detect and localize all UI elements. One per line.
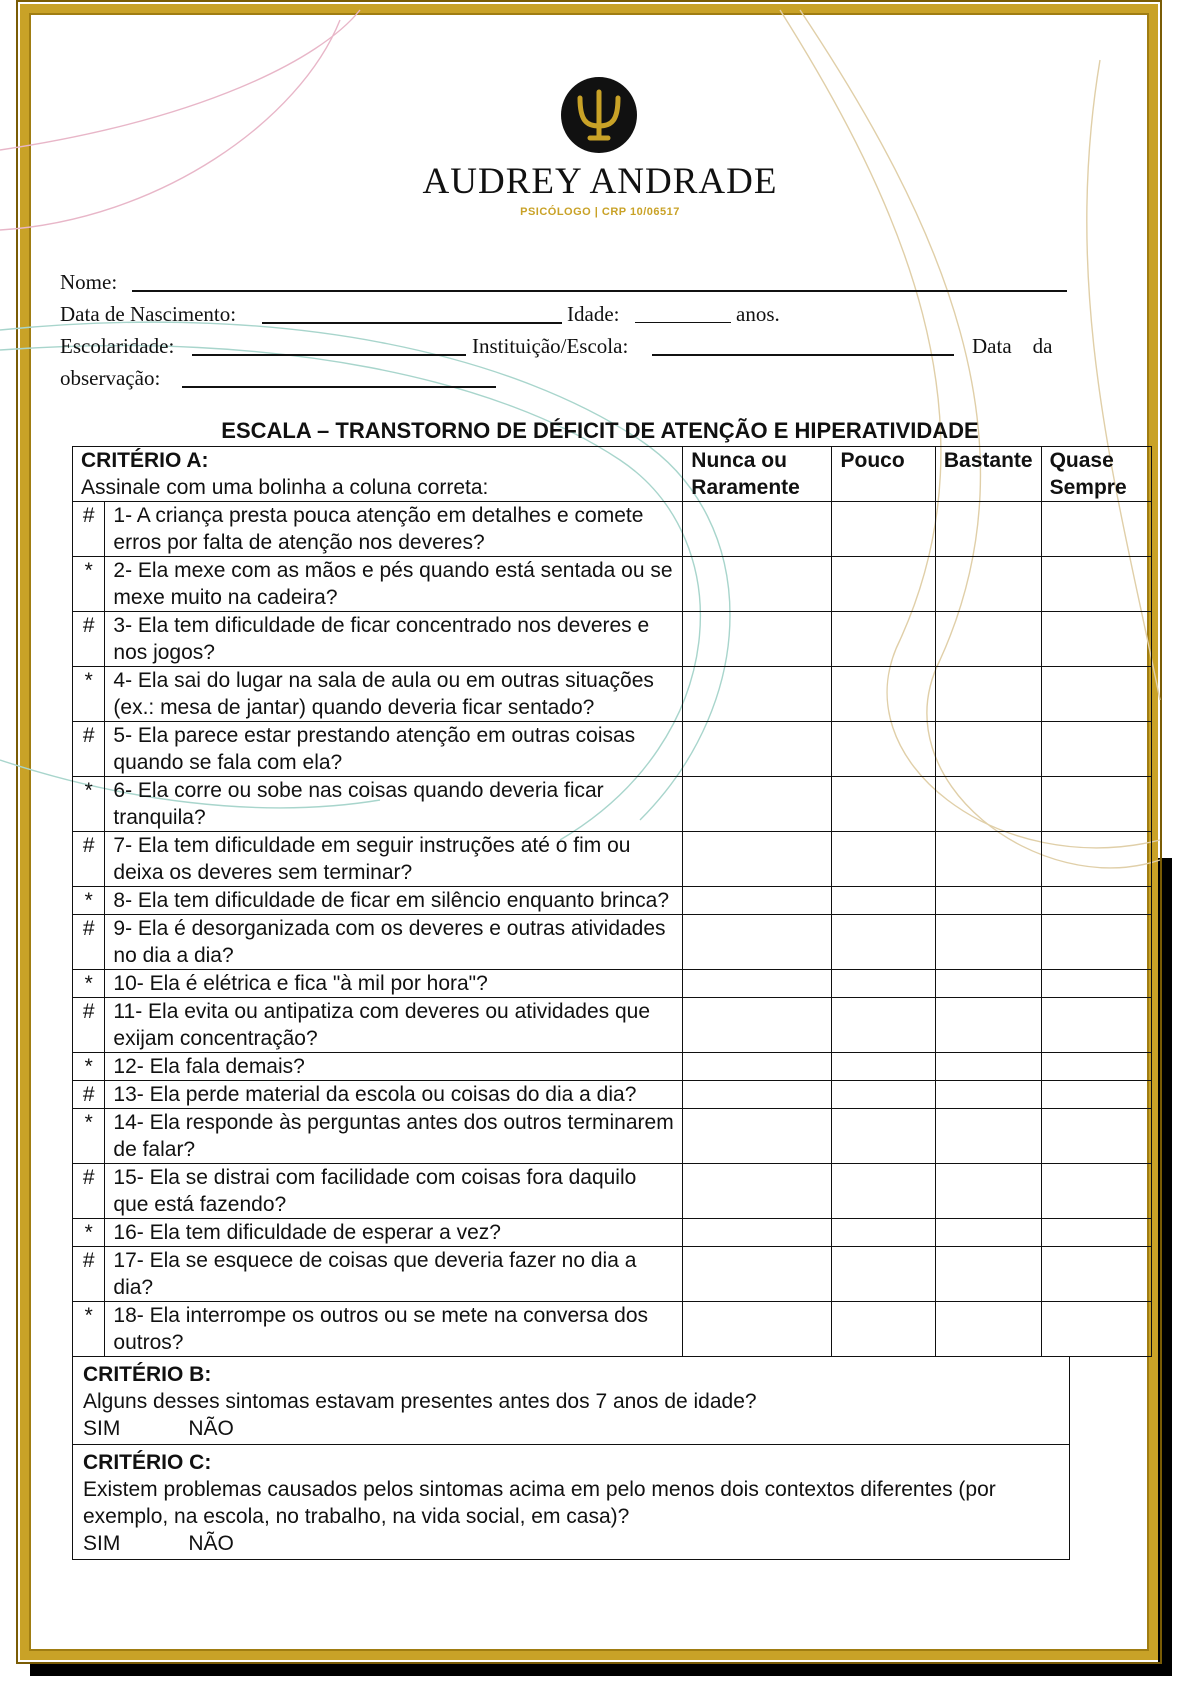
criterion-c-no[interactable]: NÃO bbox=[188, 1532, 234, 1555]
birth-date-field[interactable] bbox=[262, 322, 562, 324]
brand-name: AUDREY ANDRADE bbox=[422, 161, 778, 202]
answer-cell-much[interactable] bbox=[935, 612, 1041, 667]
item-question: 3- Ela tem dificuldade de ficar concentrado nos deveres e nos jogos? bbox=[105, 612, 683, 667]
answer-cell-never[interactable] bbox=[683, 915, 832, 970]
answer-cell-little[interactable] bbox=[832, 887, 935, 915]
answer-cell-little[interactable] bbox=[832, 722, 935, 777]
answer-cell-never[interactable] bbox=[683, 777, 832, 832]
item-mark: * bbox=[73, 557, 105, 612]
column-header-never: Nunca ou Raramente bbox=[683, 447, 832, 502]
column-header-much: Bastante bbox=[935, 447, 1041, 502]
criterion-c-row bbox=[73, 1445, 1070, 1560]
criterion-c-cell bbox=[73, 1445, 1070, 1560]
age-label: Idade: bbox=[567, 302, 620, 326]
answer-cell-never[interactable] bbox=[683, 502, 832, 557]
answer-cell-much[interactable] bbox=[935, 722, 1041, 777]
observation-date-field[interactable] bbox=[182, 386, 496, 388]
scale-item-row bbox=[73, 777, 1152, 832]
institution-field[interactable] bbox=[652, 354, 954, 356]
answer-cell-almost-always[interactable] bbox=[1041, 777, 1151, 832]
scale-item-row bbox=[73, 1164, 1152, 1219]
criterion-a-header-row bbox=[73, 447, 1152, 502]
answer-cell-never[interactable] bbox=[683, 722, 832, 777]
answer-cell-much[interactable] bbox=[935, 1164, 1041, 1219]
answer-cell-almost-always[interactable] bbox=[1041, 1302, 1151, 1357]
scale-item-row bbox=[73, 1109, 1152, 1164]
item-mark: # bbox=[73, 722, 105, 777]
answer-cell-never[interactable] bbox=[683, 667, 832, 722]
item-mark: # bbox=[73, 612, 105, 667]
school-level-label: Escolaridade: bbox=[60, 334, 175, 358]
item-mark: * bbox=[73, 777, 105, 832]
scale-item-row bbox=[73, 887, 1152, 915]
answer-cell-little[interactable] bbox=[832, 612, 935, 667]
answer-cell-much[interactable] bbox=[935, 1081, 1041, 1109]
scale-item-row bbox=[73, 970, 1152, 998]
scale-item-row bbox=[73, 1081, 1152, 1109]
name-label: Nome: bbox=[60, 270, 118, 294]
item-mark: * bbox=[73, 1109, 105, 1164]
answer-cell-much[interactable] bbox=[935, 970, 1041, 998]
answer-cell-never[interactable] bbox=[683, 1109, 832, 1164]
criterion-b-options bbox=[83, 1415, 1059, 1442]
item-mark: # bbox=[73, 832, 105, 887]
item-question: 2- Ela mexe com as mãos e pés quando está sentada ou se mexe muito na cadeira? bbox=[105, 557, 683, 612]
criterion-c-yes[interactable]: SIM bbox=[83, 1532, 121, 1555]
answer-cell-little[interactable] bbox=[832, 1081, 935, 1109]
item-question: 5- Ela parece estar prestando atenção em outras coisas quando se fala com ela? bbox=[105, 722, 683, 777]
school-level-field[interactable] bbox=[192, 354, 466, 356]
answer-cell-never[interactable] bbox=[683, 557, 832, 612]
answer-cell-almost-always[interactable] bbox=[1041, 970, 1151, 998]
item-question: 10- Ela é elétrica e fica "à mil por hora"? bbox=[105, 970, 683, 998]
answer-cell-little[interactable] bbox=[832, 1219, 935, 1247]
answer-cell-almost-always[interactable] bbox=[1041, 1109, 1151, 1164]
answer-cell-much[interactable] bbox=[935, 998, 1041, 1053]
item-question: 6- Ela corre ou sobe nas coisas quando deveria ficar tranquila? bbox=[105, 777, 683, 832]
item-question: 15- Ela se distrai com facilidade com coisas fora daquilo que está fazendo? bbox=[105, 1164, 683, 1219]
answer-cell-almost-always[interactable] bbox=[1041, 612, 1151, 667]
criterion-a-label: CRITÉRIO A: bbox=[81, 449, 209, 472]
scale-item-row bbox=[73, 1302, 1152, 1357]
answer-cell-little[interactable] bbox=[832, 1053, 935, 1081]
scale-item-row bbox=[73, 1053, 1152, 1081]
answer-cell-almost-always[interactable] bbox=[1041, 502, 1151, 557]
item-question: 8- Ela tem dificuldade de ficar em silêncio enquanto brinca? bbox=[105, 887, 683, 915]
answer-cell-never[interactable] bbox=[683, 1164, 832, 1219]
observation-label: observação: bbox=[60, 366, 161, 390]
answer-cell-little[interactable] bbox=[832, 1164, 935, 1219]
answer-cell-never[interactable] bbox=[683, 1081, 832, 1109]
answer-cell-never[interactable] bbox=[683, 1247, 832, 1302]
answer-cell-much[interactable] bbox=[935, 777, 1041, 832]
item-mark: # bbox=[73, 915, 105, 970]
item-question: 18- Ela interrompe os outros ou se mete na conversa dos outros? bbox=[105, 1302, 683, 1357]
answer-cell-almost-always[interactable] bbox=[1041, 915, 1151, 970]
item-mark: * bbox=[73, 1302, 105, 1357]
column-header-little: Pouco bbox=[832, 447, 935, 502]
answer-cell-little[interactable] bbox=[832, 970, 935, 998]
answer-cell-little[interactable] bbox=[832, 557, 935, 612]
answer-cell-almost-always[interactable] bbox=[1041, 722, 1151, 777]
answer-cell-much[interactable] bbox=[935, 667, 1041, 722]
answer-cell-never[interactable] bbox=[683, 1302, 832, 1357]
institution-label: Instituição/Escola: bbox=[472, 334, 629, 358]
answer-cell-much[interactable] bbox=[935, 1053, 1041, 1081]
criterion-b-label: CRITÉRIO B: bbox=[83, 1363, 212, 1386]
criterion-b-question: Alguns desses sintomas estavam presentes antes dos 7 anos de idade? bbox=[83, 1390, 757, 1413]
criterion-a-header bbox=[73, 447, 683, 502]
item-mark: # bbox=[73, 1081, 105, 1109]
criterion-b-yes[interactable]: SIM bbox=[83, 1417, 121, 1440]
psi-logo-icon bbox=[560, 76, 638, 154]
answer-cell-much[interactable] bbox=[935, 1219, 1041, 1247]
answer-cell-almost-always[interactable] bbox=[1041, 887, 1151, 915]
item-question: 9- Ela é desorganizada com os deveres e outras atividades no dia a dia? bbox=[105, 915, 683, 970]
answer-cell-never[interactable] bbox=[683, 612, 832, 667]
answer-cell-almost-always[interactable] bbox=[1041, 1081, 1151, 1109]
answer-cell-almost-always[interactable] bbox=[1041, 832, 1151, 887]
scale-item-row bbox=[73, 1247, 1152, 1302]
answer-cell-almost-always[interactable] bbox=[1041, 1219, 1151, 1247]
answer-cell-almost-always[interactable] bbox=[1041, 1164, 1151, 1219]
answer-cell-much[interactable] bbox=[935, 887, 1041, 915]
item-question: 17- Ela se esquece de coisas que deveria fazer no dia a dia? bbox=[105, 1247, 683, 1302]
answer-cell-little[interactable] bbox=[832, 915, 935, 970]
name-field[interactable] bbox=[132, 290, 1067, 292]
criterion-b-no[interactable]: NÃO bbox=[188, 1417, 234, 1440]
criterion-c-question: Existem problemas causados pelos sintomas acima em pelo menos dois contextos diferentes (por exemplo, na escola, no trabalho, na vida social, em casa)? bbox=[83, 1478, 996, 1528]
answer-cell-almost-always[interactable] bbox=[1041, 1247, 1151, 1302]
answer-cell-much[interactable] bbox=[935, 557, 1041, 612]
age-field[interactable] bbox=[635, 322, 731, 323]
answer-cell-almost-always[interactable] bbox=[1041, 998, 1151, 1053]
criterion-c-options bbox=[83, 1530, 1059, 1557]
criterion-b-cell bbox=[73, 1357, 1070, 1445]
item-question: 12- Ela fala demais? bbox=[105, 1053, 683, 1081]
item-mark: * bbox=[73, 667, 105, 722]
item-mark: * bbox=[73, 887, 105, 915]
age-unit: anos. bbox=[736, 302, 780, 326]
answer-cell-almost-always[interactable] bbox=[1041, 557, 1151, 612]
answer-cell-little[interactable] bbox=[832, 998, 935, 1053]
scale-item-row bbox=[73, 667, 1152, 722]
answer-cell-never[interactable] bbox=[683, 832, 832, 887]
scale-item-row bbox=[73, 612, 1152, 667]
column-header-almost-always: Quase Sempre bbox=[1041, 447, 1151, 502]
answer-cell-almost-always[interactable] bbox=[1041, 667, 1151, 722]
item-question: 1- A criança presta pouca atenção em detalhes e comete erros por falta de atenção nos deveres? bbox=[105, 502, 683, 557]
answer-cell-never[interactable] bbox=[683, 1219, 832, 1247]
answer-cell-much[interactable] bbox=[935, 1109, 1041, 1164]
item-mark: * bbox=[73, 1053, 105, 1081]
scale-item-row bbox=[73, 915, 1152, 970]
answer-cell-little[interactable] bbox=[832, 1302, 935, 1357]
scale-item-row bbox=[73, 502, 1152, 557]
answer-cell-much[interactable] bbox=[935, 1247, 1041, 1302]
criterion-a-instructions: Assinale com uma bolinha a coluna correta: bbox=[81, 476, 489, 499]
answer-cell-much[interactable] bbox=[935, 832, 1041, 887]
answer-cell-little[interactable] bbox=[832, 832, 935, 887]
page-shadow-right bbox=[1158, 858, 1172, 1676]
item-question: 4- Ela sai do lugar na sala de aula ou em outras situações (ex.: mesa de jantar) quando deveria ficar sentado? bbox=[105, 667, 683, 722]
scale-item-row bbox=[73, 557, 1152, 612]
answer-cell-never[interactable] bbox=[683, 1053, 832, 1081]
brand-subtitle: PSICÓLOGO | CRP 10/06517 bbox=[520, 206, 680, 218]
item-mark: # bbox=[73, 1247, 105, 1302]
item-question: 7- Ela tem dificuldade em seguir instruções até o fim ou deixa os deveres sem terminar? bbox=[105, 832, 683, 887]
answer-cell-little[interactable] bbox=[832, 1247, 935, 1302]
page-shadow-bottom bbox=[30, 1662, 1172, 1676]
item-mark: # bbox=[73, 502, 105, 557]
item-mark: * bbox=[73, 970, 105, 998]
item-question: 14- Ela responde às perguntas antes dos outros terminarem de falar? bbox=[105, 1109, 683, 1164]
answer-cell-much[interactable] bbox=[935, 1302, 1041, 1357]
answer-cell-little[interactable] bbox=[832, 502, 935, 557]
item-mark: * bbox=[73, 1219, 105, 1247]
answer-cell-never[interactable] bbox=[683, 998, 832, 1053]
scale-title: ESCALA – TRANSTORNO DE DÉFICIT DE ATENÇÃO E HIPERATIVIDADE bbox=[221, 418, 979, 443]
criterion-c-label: CRITÉRIO C: bbox=[83, 1451, 212, 1474]
item-question: 13- Ela perde material da escola ou coisas do dia a dia? bbox=[105, 1081, 683, 1109]
item-mark: # bbox=[73, 998, 105, 1053]
answer-cell-little[interactable] bbox=[832, 777, 935, 832]
answer-cell-little[interactable] bbox=[832, 1109, 935, 1164]
scale-item-row bbox=[73, 1219, 1152, 1247]
scale-item-row bbox=[73, 998, 1152, 1053]
answer-cell-much[interactable] bbox=[935, 502, 1041, 557]
answer-cell-little[interactable] bbox=[832, 667, 935, 722]
item-question: 11- Ela evita ou antipatiza com deveres ou atividades que exijam concentração? bbox=[105, 998, 683, 1053]
answer-cell-much[interactable] bbox=[935, 915, 1041, 970]
birth-date-label: Data de Nascimento: bbox=[60, 302, 237, 326]
scale-item-row bbox=[73, 832, 1152, 887]
item-question: 16- Ela tem dificuldade de esperar a vez? bbox=[105, 1219, 683, 1247]
scale-item-row bbox=[73, 722, 1152, 777]
observation-date-label: Data da bbox=[972, 334, 1053, 358]
criteria-bc-table bbox=[72, 1356, 1070, 1560]
criterion-b-row bbox=[73, 1357, 1070, 1445]
item-mark: # bbox=[73, 1164, 105, 1219]
criterion-a-table bbox=[72, 446, 1152, 1357]
answer-cell-almost-always[interactable] bbox=[1041, 1053, 1151, 1081]
answer-cell-never[interactable] bbox=[683, 970, 832, 998]
answer-cell-never[interactable] bbox=[683, 887, 832, 915]
